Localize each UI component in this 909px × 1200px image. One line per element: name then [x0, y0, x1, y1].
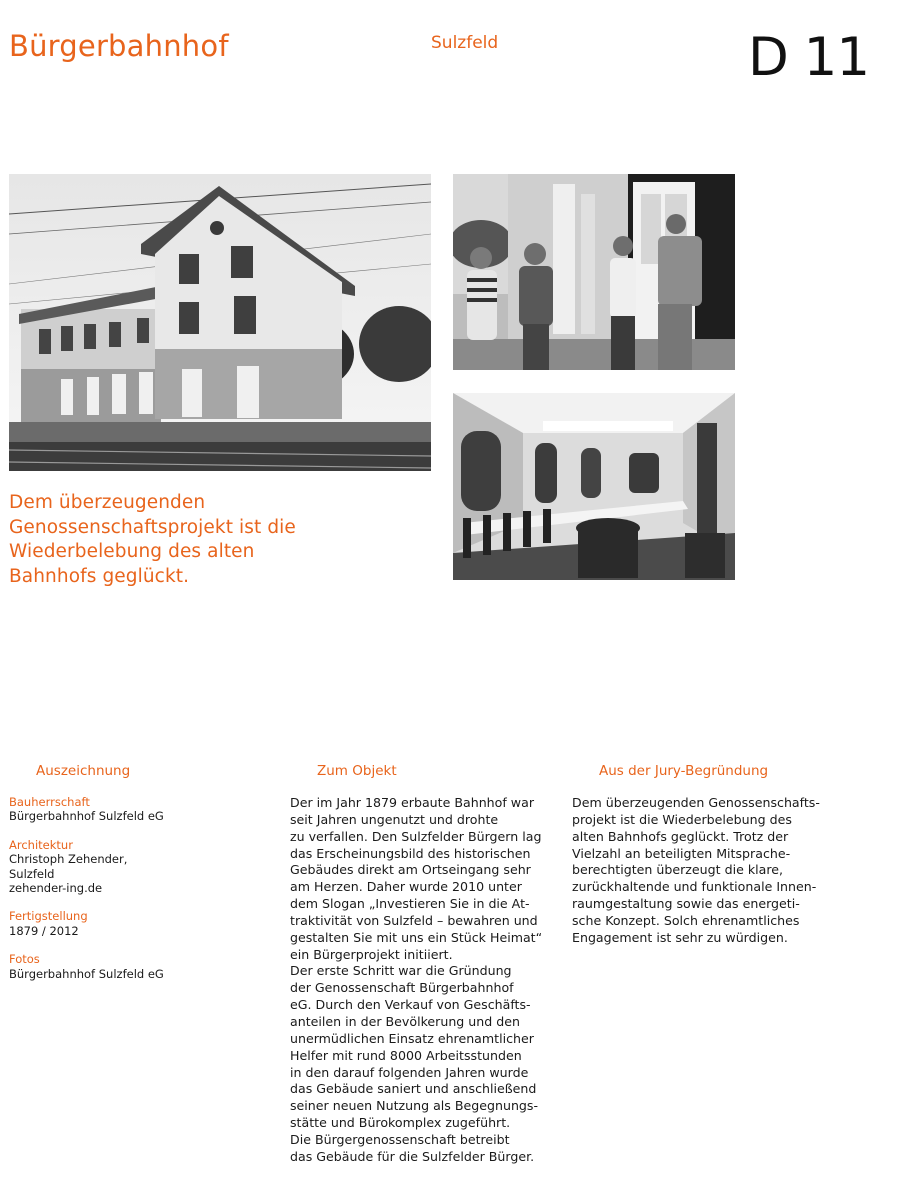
client-value: Bürgerbahnhof Sulzfeld eG [9, 809, 164, 824]
architect-website: zehender-ing.de [9, 881, 103, 896]
client-credit [9, 795, 269, 824]
photos-label: Fotos [9, 952, 40, 967]
volunteers-illustration [453, 174, 735, 370]
architect-label: Architektur [9, 837, 73, 852]
award-heading: Auszeichnung [36, 763, 131, 779]
object-heading: Zum Objekt [317, 763, 397, 779]
architect-credit [9, 838, 269, 896]
lead-quote: Dem überzeugenden Genossenschaftsprojekt ist die Wiederbelebung des alten Bahnhofs geglückt. [9, 492, 296, 587]
jury-heading: Aus der Jury-Begründung [599, 763, 769, 779]
photos-value: Bürgerbahnhof Sulzfeld eG [9, 966, 164, 981]
completion-credit [9, 909, 269, 938]
station-illustration [9, 174, 431, 471]
station-photo [9, 174, 431, 471]
dining-hall-illustration [453, 393, 735, 580]
architect-city: Sulzfeld [9, 866, 55, 881]
volunteers-photo [453, 174, 735, 370]
jury-statement: Dem überzeugenden Genossenschafts- projekt ist die Wiederbelebung des alten Bahnhofs geglückt. Trotz der Vielzahl an beteiligten Mitsprache- berechtigten überzeugt die klare, zurückhaltende und funktionale Innen- raumgestaltung sowie das energeti- sche Konzept. Solch ehrenamtliches Engagement ist sehr zu würdigen. [572, 795, 820, 945]
page-title: Bürgerbahnhof [9, 29, 229, 63]
photos-credit [9, 952, 269, 981]
completion-value: 1879 / 2012 [9, 923, 79, 938]
credits-column [9, 795, 269, 995]
object-description: Der im Jahr 1879 erbaute Bahnhof war seit Jahren ungenutzt und drohte zu verfallen. Den Sulzfelder Bürgern lag das Erscheinungsbild des historischen Gebäudes direkt am Ortseingang sehr am Herzen. Daher wurde 2010 unter dem Slogan „Investieren Sie in die At- traktivität von Sulzfeld – bewahren und gestalten Sie mit uns ein Stück Heimat“ ein Bürgerprojekt initiiert. Der erste Schritt war die Gründung der Genossenschaft Bürgerbahnhof eG. Durch den Verkauf von Geschäfts- anteilen in der Bevölkerung und den unermüdlichen Einsatz ehrenamtlicher Helfer mit rund 8000 Arbeitsstunden in den darauf folgenden Jahren wurde das Gebäude saniert und anschließend seiner neuen Nutzung als Begegnungs- stätte und Bürokomplex zugeführt. Die Bürgergenossenschaft betreibt das Gebäude für die Sulzfelder Bürger. [290, 795, 543, 1164]
dining-hall-photo [453, 393, 735, 580]
completion-label: Fertigstellung [9, 909, 88, 924]
entry-code: D 11 [748, 27, 870, 88]
location-label: Sulzfeld [431, 33, 499, 53]
architect-name: Christoph Zehender, [9, 852, 128, 867]
client-label: Bauherrschaft [9, 795, 90, 809]
